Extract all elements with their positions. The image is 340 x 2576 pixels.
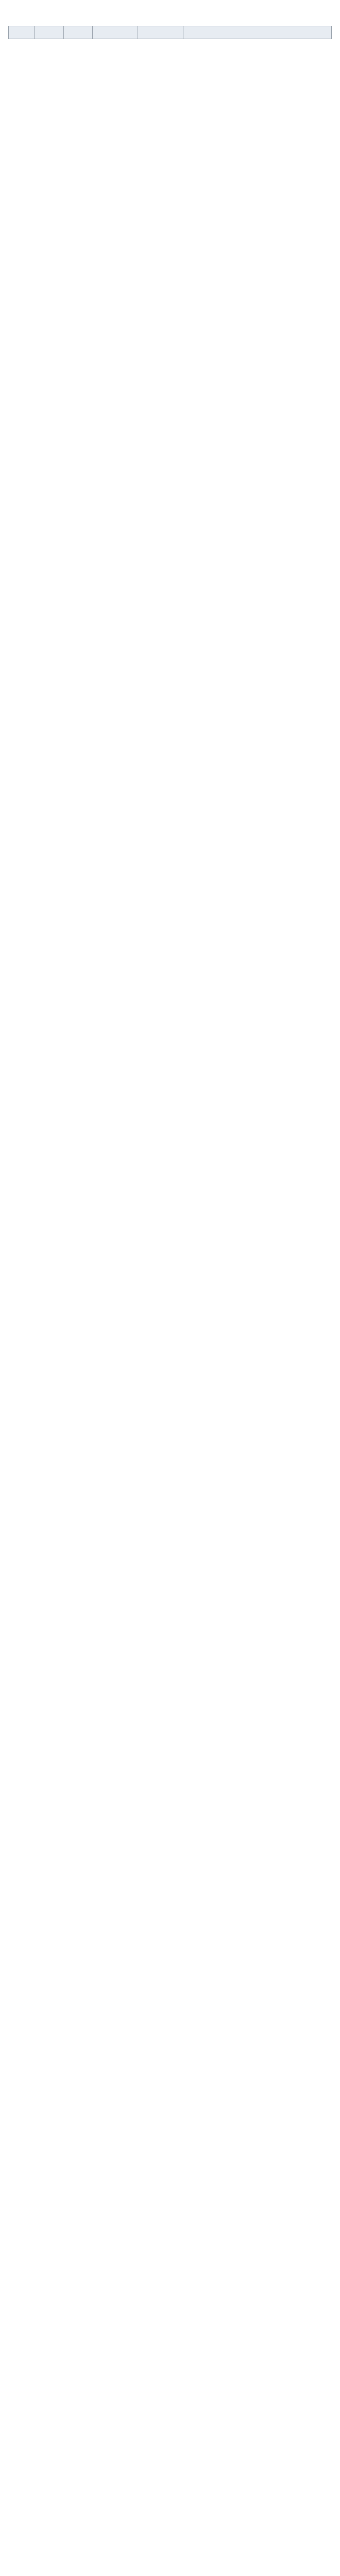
column-header [63, 26, 92, 39]
column-header [183, 26, 331, 39]
header-row [9, 26, 332, 39]
column-header [93, 26, 138, 39]
column-header [9, 26, 35, 39]
column-header [35, 26, 63, 39]
table-header [9, 26, 332, 39]
page-title [8, 0, 332, 26]
column-header [138, 26, 183, 39]
schedule-table [8, 26, 332, 39]
